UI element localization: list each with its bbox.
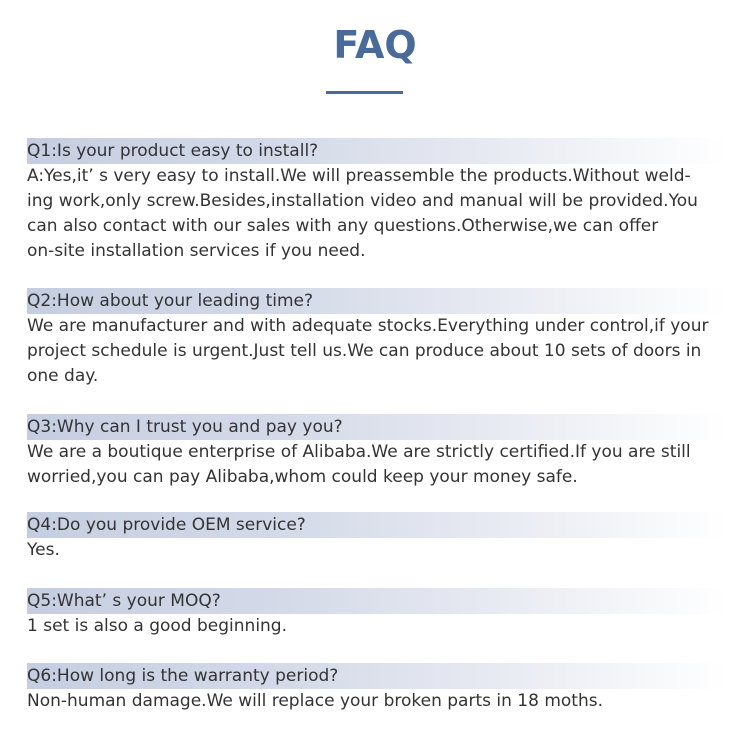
answer-line: worried,you can pay Alibaba,whom could keep your money safe. [27, 467, 578, 487]
question-text: Q6:How long is the warranty period? [27, 666, 339, 686]
question-text: Q2:How about your leading time? [27, 291, 314, 311]
answer-line: We are manufacturer and with adequate stocks.Everything under control,if your [27, 316, 709, 336]
title-underline [326, 91, 403, 94]
faq-item-5 [27, 588, 727, 639]
faq-item-2 [27, 288, 727, 389]
answer-line: A:Yes,it’ s very easy to install.We will preassemble the products.Without weld- [27, 166, 691, 186]
question-text: Q4:Do you provide OEM service? [27, 515, 306, 535]
faq-item-4 [27, 512, 727, 563]
question-bar [27, 588, 727, 614]
answer-line: can also contact with our sales with any questions.Otherwise,we can offer [27, 216, 659, 236]
answer-text [27, 614, 727, 639]
answer-line: on-site installation services if you need. [27, 241, 366, 261]
question-text: Q3:Why can I trust you and pay you? [27, 417, 343, 437]
answer-line: 1 set is also a good beginning. [27, 616, 288, 636]
question-bar [27, 512, 727, 538]
page-title: FAQ [333, 23, 417, 67]
answer-text [27, 164, 727, 264]
faq-item-6 [27, 663, 727, 714]
answer-line: Yes. [27, 540, 60, 560]
answer-line: ing work,only screw.Besides,installation video and manual will be provided.You [27, 191, 698, 211]
answer-text [27, 314, 727, 389]
question-text: Q1:Is your product easy to install? [27, 141, 319, 161]
faq-item-3 [27, 414, 727, 490]
question-bar [27, 663, 727, 689]
answer-text [27, 538, 727, 563]
faq-item-1 [27, 138, 727, 264]
answer-line: Non-human damage.We will replace your broken parts in 18 moths. [27, 691, 603, 711]
question-bar [27, 414, 727, 440]
answer-line: We are a boutique enterprise of Alibaba.We are strictly certified.If you are still [27, 442, 691, 462]
question-bar [27, 138, 727, 164]
answer-line: project schedule is urgent.Just tell us.We can produce about 10 sets of doors in [27, 341, 702, 361]
answer-line: one day. [27, 366, 99, 386]
question-bar [27, 288, 727, 314]
answer-text [27, 440, 727, 490]
question-text: Q5:What’ s your MOQ? [27, 591, 221, 611]
answer-text [27, 689, 727, 714]
